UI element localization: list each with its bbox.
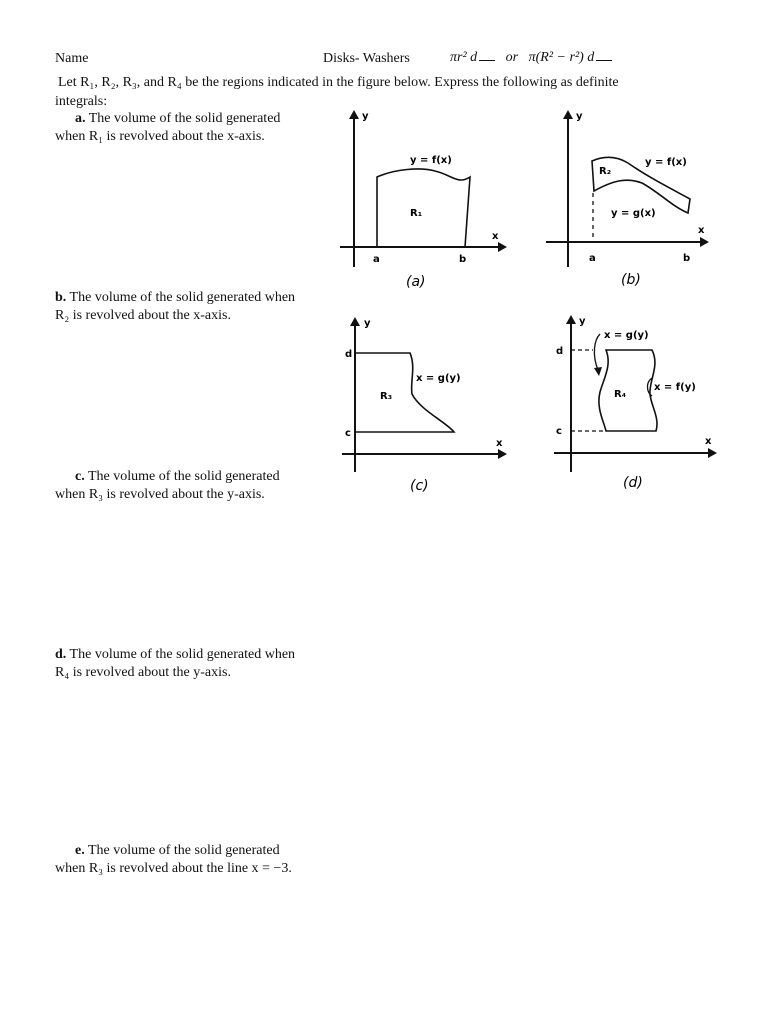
- x-axis-label: x: [705, 436, 712, 447]
- name-label: Name: [55, 51, 89, 66]
- question-c: [55, 468, 280, 504]
- tick-c-label: c: [345, 428, 351, 439]
- worksheet-title: Disks- Washers: [323, 51, 410, 66]
- graph-b: [538, 105, 718, 300]
- curve-left-label: x = g(y): [604, 330, 649, 341]
- tick-a-label: a: [373, 254, 380, 265]
- question-letter: c.: [75, 469, 85, 484]
- x-axis-label: x: [698, 225, 705, 236]
- question-letter: b.: [55, 290, 67, 305]
- left-curve-pointer: [594, 334, 600, 370]
- graph-d: [548, 310, 728, 505]
- curve-label: x = g(y): [416, 373, 461, 384]
- y-arrow-icon: [350, 317, 360, 326]
- question-text: when R₃ is revolved about the line x = −3.: [55, 861, 292, 876]
- region-r1-outline: [377, 169, 470, 247]
- y-axis-label: y: [579, 316, 586, 327]
- tick-c-label: c: [556, 426, 562, 437]
- disk-formula: πr² d: [450, 50, 478, 65]
- tick-d-label: d: [345, 349, 353, 360]
- curve-right-label: x = f(y): [654, 382, 696, 393]
- graph-caption: (a): [406, 274, 426, 290]
- or-word: or: [505, 50, 519, 65]
- tick-b-label: b: [683, 253, 691, 264]
- question-text: R₄ is revolved about the y-axis.: [55, 665, 231, 680]
- curve-label: y = f(x): [410, 155, 452, 166]
- y-arrow-icon: [349, 110, 359, 119]
- question-text: when R₃ is revolved about the y-axis.: [55, 487, 265, 502]
- question-a: [55, 110, 280, 146]
- y-axis-label: y: [364, 318, 371, 329]
- graph-caption: (d): [623, 475, 643, 491]
- y-arrow-icon: [566, 315, 576, 324]
- region-label: R₃: [380, 391, 393, 402]
- graph-a-svg: [340, 105, 520, 295]
- x-arrow-icon: [708, 448, 717, 458]
- x-axis-label: x: [492, 231, 499, 242]
- question-text: R₂ is revolved about the x-axis.: [55, 308, 231, 323]
- tick-a-label: a: [589, 253, 596, 264]
- question-e: [55, 842, 292, 878]
- x-arrow-icon: [498, 242, 507, 252]
- y-axis-label: y: [576, 111, 583, 122]
- graph-a: [340, 105, 520, 300]
- region-label: R₄: [614, 389, 627, 400]
- washer-formula: π(R² − r²) d: [528, 50, 595, 65]
- question-letter: a.: [75, 111, 86, 126]
- question-letter: e.: [75, 843, 85, 858]
- question-letter: d.: [55, 647, 67, 662]
- x-arrow-icon: [498, 449, 507, 459]
- graph-c-svg: [338, 312, 518, 502]
- disk-blank: [479, 59, 495, 61]
- question-text: The volume of the solid generated: [87, 469, 280, 484]
- graph-d-svg: [548, 310, 728, 500]
- graph-c: [338, 312, 518, 507]
- curve-bottom-label: y = g(x): [611, 208, 656, 219]
- question-text: The volume of the solid generated: [87, 843, 280, 858]
- region-r3-outline: [355, 353, 454, 432]
- question-text: The volume of the solid generated when: [69, 647, 296, 662]
- graph-caption: (c): [410, 478, 429, 494]
- intro-line-1: Let R₁, R₂, R₃, and R₄ be the regions indicated in the figure below. Express the following as definite: [58, 75, 619, 90]
- question-b: [55, 289, 295, 325]
- question-text: when R₁ is revolved about the x-axis.: [55, 129, 265, 144]
- question-text: The volume of the solid generated: [88, 111, 281, 126]
- region-label: R₂: [599, 166, 612, 177]
- y-axis-label: y: [362, 111, 369, 122]
- graph-b-svg: [538, 105, 718, 295]
- header-formulas: [450, 50, 612, 66]
- x-arrow-icon: [700, 237, 709, 247]
- x-axis-label: x: [496, 438, 503, 449]
- tick-b-label: b: [459, 254, 467, 265]
- question-d: [55, 646, 295, 682]
- region-label: R₁: [410, 208, 423, 219]
- curve-top-label: y = f(x): [645, 157, 687, 168]
- pointer-arrow-icon: [594, 367, 602, 376]
- graph-caption: (b): [621, 272, 641, 288]
- intro-line-2: integrals:: [55, 94, 108, 109]
- y-arrow-icon: [563, 110, 573, 119]
- washer-blank: [596, 59, 612, 61]
- question-text: The volume of the solid generated when: [69, 290, 296, 305]
- tick-d-label: d: [556, 346, 564, 357]
